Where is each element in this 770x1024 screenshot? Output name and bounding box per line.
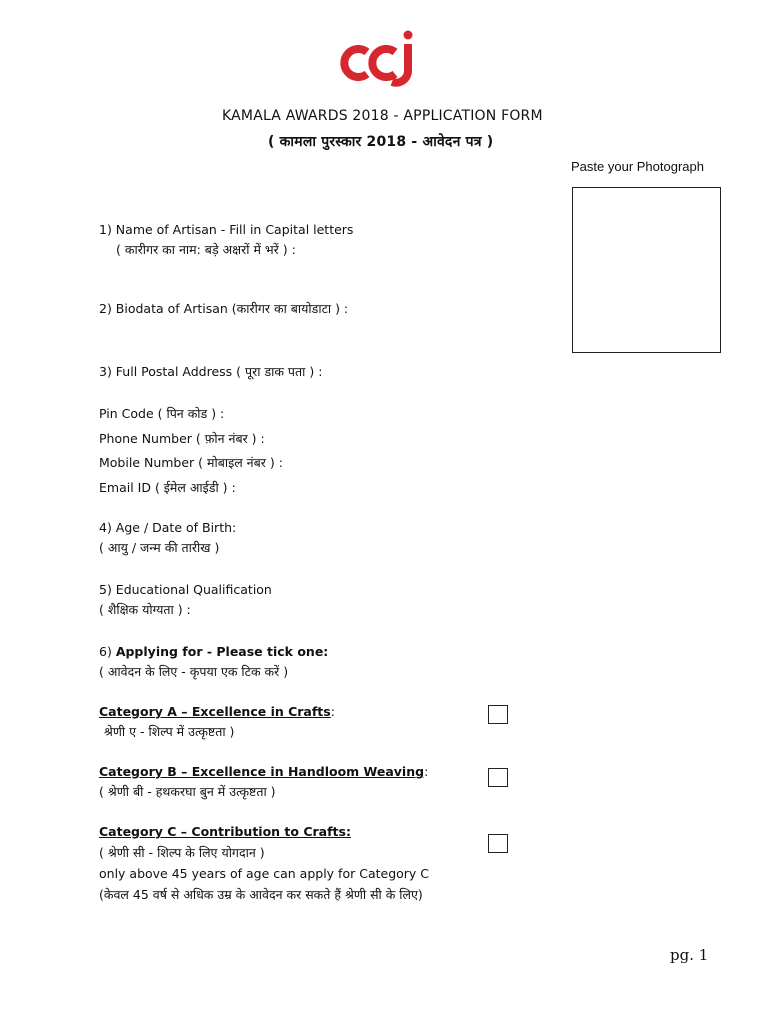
category-c-title: [99, 824, 351, 839]
logo-text: cci: [340, 30, 342, 31]
page-number: pg. 1: [670, 946, 709, 964]
category-c-hindi: ( श्रेणी सी - शिल्प के लिए योगदान ): [99, 845, 265, 860]
category-b-title: [99, 764, 428, 779]
field-name-label-hindi: ( कारीगर का नाम: बड़े अक्षरों में भरें ) :: [116, 242, 296, 257]
category-a-title-suffix: :: [330, 704, 335, 719]
category-a-title: [99, 704, 335, 719]
apply-heading-text: Applying for - Please tick one:: [115, 644, 329, 659]
photo-box[interactable]: [572, 187, 721, 353]
category-a-title-text: Category A – Excellence in Crafts: [99, 704, 331, 719]
category-b-checkbox[interactable]: [488, 768, 508, 787]
field-age-label-hindi: ( आयु / जन्म की तारीख ): [99, 540, 220, 555]
category-c-note-hindi: (केवल 45 वर्ष से अधिक उम्र के आवेदन कर सकते हैं श्रेणी सी के लिए): [99, 887, 423, 902]
field-education-label-hindi: ( शैक्षिक योग्यता ) :: [99, 602, 191, 617]
field-address-label: 3) Full Postal Address ( पूरा डाक पता ) :: [99, 364, 323, 379]
field-mobile-label: Mobile Number ( मोबाइल नंबर ) :: [99, 455, 283, 470]
category-c-title-text: Category C – Contribution to Crafts:: [99, 824, 351, 839]
apply-heading: [99, 644, 328, 659]
category-b-hindi: ( श्रेणी बी - हथकरघा बुन में उत्कृष्टता ): [99, 784, 276, 799]
field-education-label: 5) Educational Qualification: [99, 582, 272, 597]
field-biodata-label: 2) Biodata of Artisan (कारीगर का बायोडाटा ) :: [99, 301, 349, 316]
apply-heading-number: 6): [99, 644, 116, 659]
category-b-title-text: Category B – Excellence in Handloom Weaving: [99, 764, 425, 779]
category-c-note: only above 45 years of age can apply for Category C: [99, 866, 430, 881]
field-name-label: 1) Name of Artisan - Fill in Capital letters: [99, 222, 354, 237]
field-pin-label: Pin Code ( पिन कोड ) :: [99, 406, 225, 421]
photo-label: Paste your Photograph: [571, 159, 704, 174]
form-title-hindi: ( कामला पुरस्कार 2018 - आवेदन पत्र ): [268, 134, 494, 150]
cci-logo: [340, 30, 420, 90]
category-c-checkbox[interactable]: [488, 834, 508, 853]
field-email-label: Email ID ( ईमेल आईडी ) :: [99, 480, 236, 495]
apply-heading-hindi: ( आवेदन के लिए - कृपया एक टिक करें ): [99, 664, 289, 679]
field-phone-label: Phone Number ( फ़ोन नंबर ) :: [99, 431, 265, 446]
category-a-checkbox[interactable]: [488, 705, 508, 724]
form-title: KAMALA AWARDS 2018 - APPLICATION FORM: [222, 108, 543, 124]
field-age-label: 4) Age / Date of Birth:: [99, 520, 237, 535]
category-b-title-suffix: :: [424, 764, 429, 779]
category-a-hindi: श्रेणी ए - शिल्प में उत्कृष्टता ): [104, 724, 235, 739]
